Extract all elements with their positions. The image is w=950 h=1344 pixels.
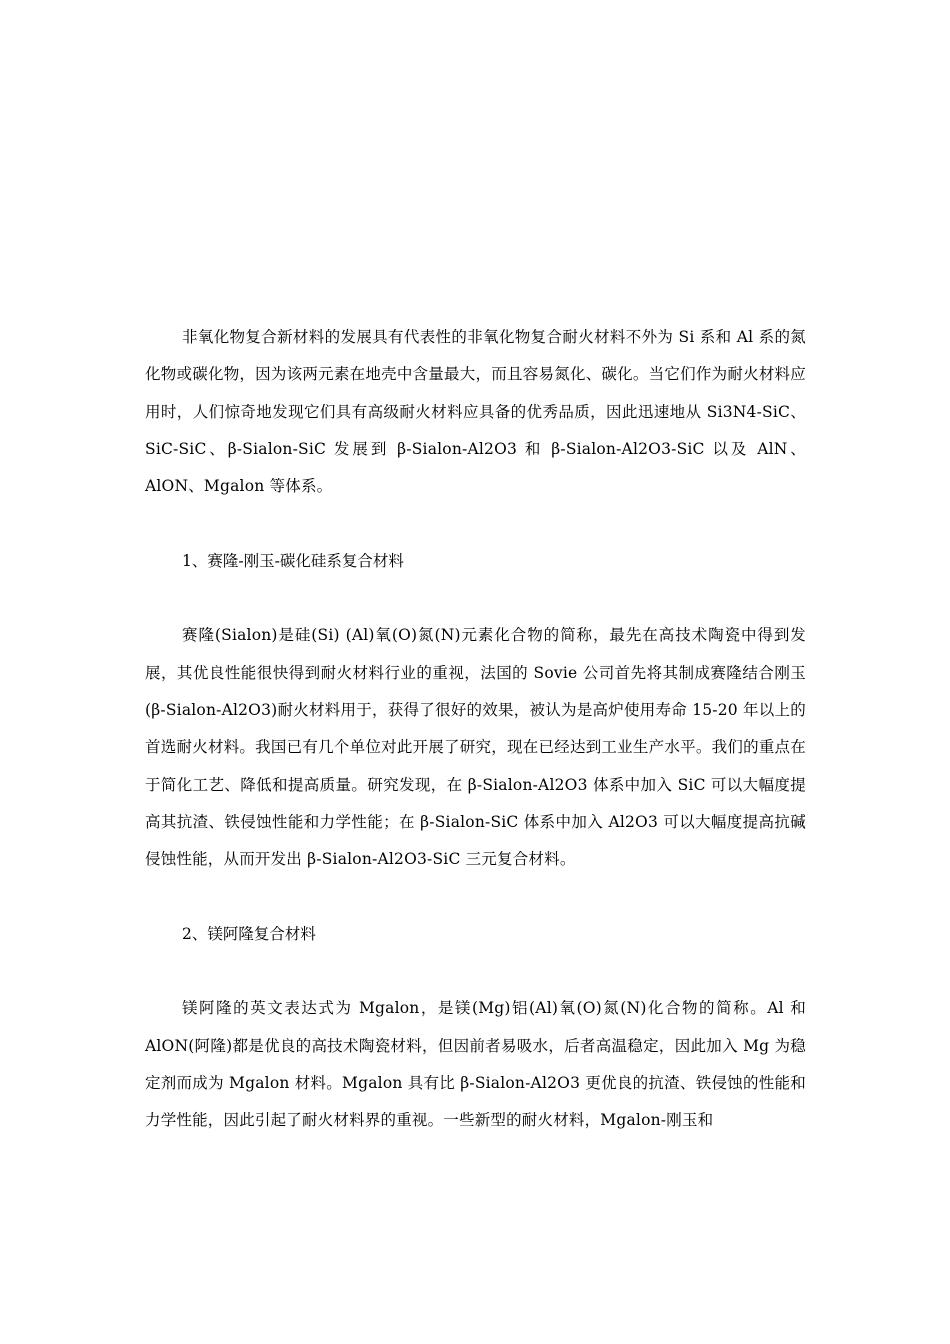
paragraph-spacer [145,505,806,542]
document-body [145,319,806,1140]
paragraph-spacer [145,953,806,990]
section-heading-sialon: 1、赛隆-刚玉-碳化硅系复合材料 [182,551,404,570]
paragraph-intro: 非氧化物复合新材料的发展具有代表性的非氧化物复合耐火材料不外为 Si 系和 Al 系的氮化物或碳化物，因为该两元素在地壳中含量最大，而且容易氮化、碳化。当它们作为耐火材料应用时，人们惊奇地发现它们具有高级耐火材料应具备的优秀品质，因此迅速地从 Si3N4-SiC、SiC-SiC、β-Sialon-SiC 发展到 β-Sialon-Al2O3 和 β-Sialon-Al2O3-SiC 以及 AlN、AlON、Mgalon 等体系。 [145,328,806,496]
section-heading-mgalon: 2、镁阿隆复合材料 [182,924,316,943]
paragraph-spacer [145,580,806,617]
paragraph-sialon: 赛隆(Sialon)是硅(Si) (Al)氧(O)氮(N)元素化合物的简称，最先在高技术陶瓷中得到发展，其优良性能很快得到耐火材料行业的重视，法国的 Sovie 公司首先将其制成赛隆结合刚玉(β-Sialon-Al2O3)耐火材料用于，获得了很好的效果，被认为是高炉使用寿命 15-20 年以上的首选耐火材料。我国已有几个单位对此开展了研究，现在已经达到工业生产水平。我们的重点在于简化工艺、降低和提高质量。研究发现，在 β-Sialon-Al2O3 体系中加入 SiC 可以大幅度提高其抗渣、铁侵蚀性能和力学性能；在 β-Sialon-SiC 体系中加入 Al2O3 可以大幅度提高抗碱侵蚀性能，从而开发出 β-Sialon-Al2O3-SiC 三元复合材料。 [145,626,806,869]
paragraph-mgalon: 镁阿隆的英文表达式为 Mgalon，是镁(Mg)铝(Al)氧(O)氮(N)化合物的简称。Al 和 AlON(阿隆)都是优良的高技术陶瓷材料，但因前者易吸水，后者高温稳定，因此加入 Mg 为稳定剂而成为 Mgalon 材料。Mgalon 具有比 β-Sialon-Al2O3 更优良的抗渣、铁侵蚀的性能和力学性能，因此引起了耐火材料界的重视。一些新型的耐火材料，Mgalon-刚玉和 [145,999,806,1130]
paragraph-spacer [145,878,806,915]
